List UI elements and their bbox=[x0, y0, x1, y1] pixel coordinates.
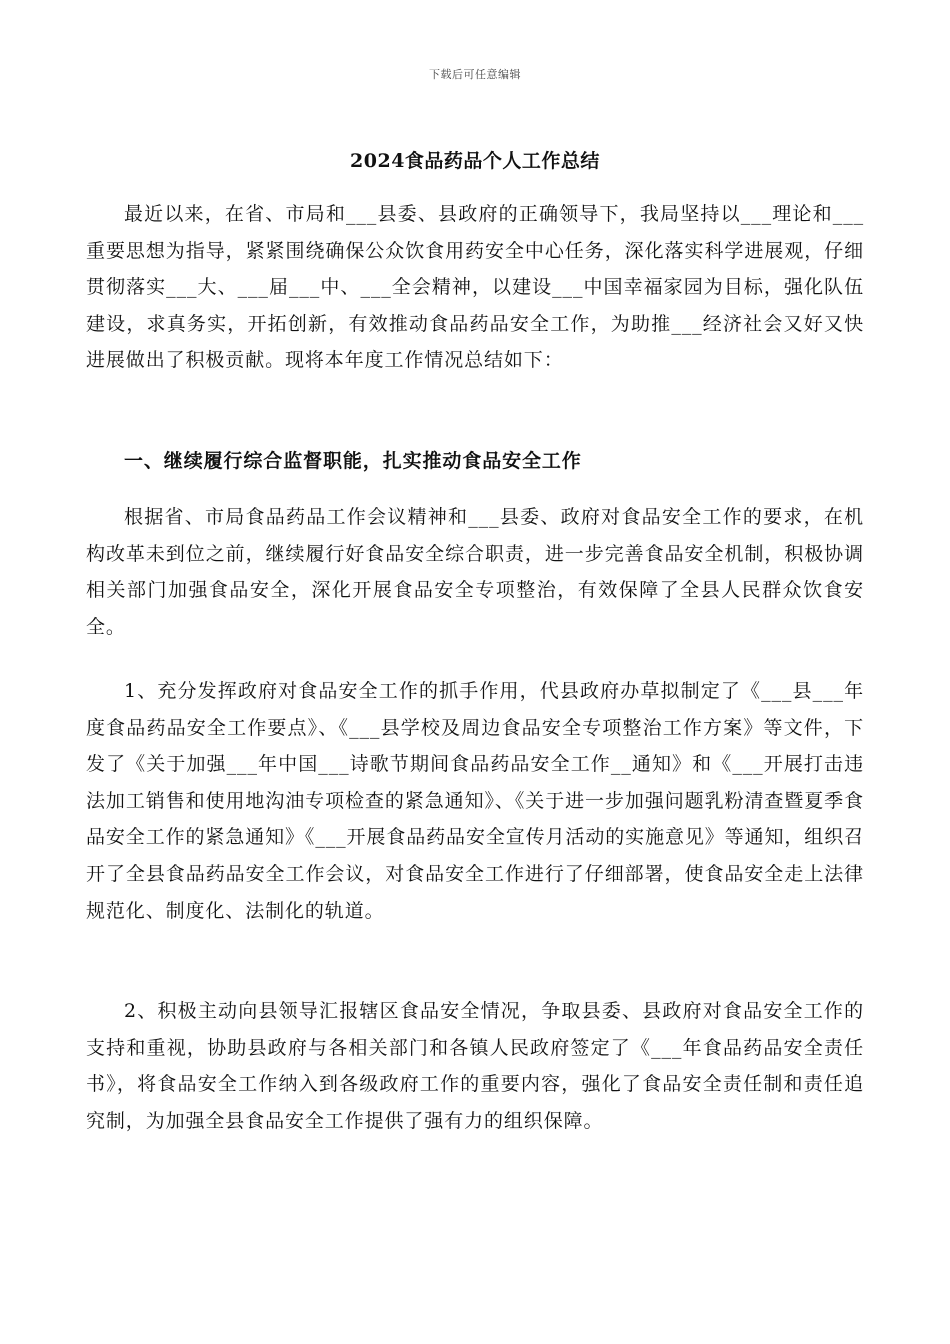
intro-paragraph: 最近以来，在省、市局和___县委、县政府的正确领导下，我局坚持以___理论和___重要思想为指导，紧紧围绕确保公众饮食用药安全中心任务，深化落实科学进展观，仔细贯彻落实___大、___届___中、___全会精神，以建设___中国幸福家园为目标，强化队伍建设，求真务实，开拓创新，有效推动食品药品安全工作，为助推___经济社会又好又快进展做出了积极贡献。现将本年度工作情况总结如下： bbox=[86, 203, 864, 372]
document-title: 2024食品药品个人工作总结 bbox=[350, 150, 600, 172]
header-watermark: 下载后可任意编辑 bbox=[429, 68, 521, 81]
section-1-paragraph: 根据省、市局食品药品工作会议精神和___县委、政府对食品安全工作的要求，在机构改革未到位之前，继续履行好食品安全综合职责，进一步完善食品安全机制，积极协调相关部门加强食品安全，深化开展食品安全专项整治，有效保障了全县人民群众饮食安全。 bbox=[86, 506, 864, 638]
section-heading-1: 一、继续履行综合监督职能，扎实推动食品安全工作 bbox=[124, 450, 582, 472]
item-1-paragraph: 1、充分发挥政府对食品安全工作的抓手作用，代县政府办草拟制定了《___县___年度食品药品安全工作要点》、《___县学校及周边食品安全专项整治工作方案》等文件，下发了《关于加强___年中国___诗歌节期间食品药品安全工作__通知》和《___开展打击违法加工销售和使用地沟油专项检查的紧急通知》、《关于进一步加强问题乳粉清查暨夏季食品安全工作的紧急通知》《___开展食品药品安全宣传月活动的实施意见》等通知，组织召开了全县食品药品安全工作会议，对食品安全工作进行了仔细部署，使食品安全走上法律规范化、制度化、法制化的轨道。 bbox=[86, 680, 864, 922]
item-2-paragraph: 2、积极主动向县领导汇报辖区食品安全情况，争取县委、县政府对食品安全工作的支持和重视，协助县政府与各相关部门和各镇人民政府签定了《___年食品药品安全责任书》，将食品安全工作纳入到各级政府工作的重要内容，强化了食品安全责任制和责任追究制，为加强全县食品安全工作提供了强有力的组织保障。 bbox=[86, 1000, 864, 1132]
